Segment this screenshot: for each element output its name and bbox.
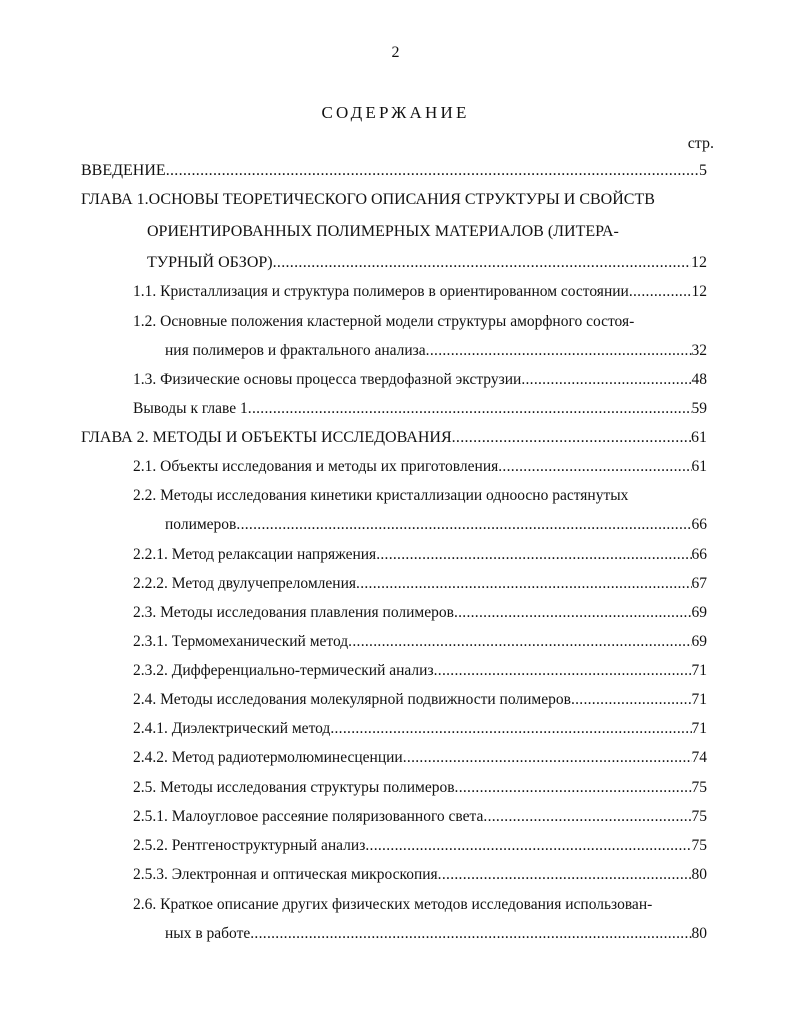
toc-entry-title: ГЛАВА 1.ОСНОВЫ ТЕОРЕТИЧЕСКОГО ОПИСАНИЯ СТРУКТУРЫ И СВОЙСТВ	[81, 191, 655, 208]
toc-entry-title: ТУРНЫЙ ОБЗОР)	[147, 254, 273, 271]
toc-entry-page: 71	[691, 691, 707, 708]
toc-leader-dots	[236, 515, 691, 535]
toc-entry-1-2-line-1[interactable]	[133, 312, 707, 332]
toc-entry-title: 2.3.1. Термомеханический метод	[133, 633, 349, 650]
page-title: СОДЕРЖАНИЕ	[321, 103, 470, 122]
toc-entry-chapter-2[interactable]	[81, 428, 707, 448]
page-column-label: стр.	[687, 135, 714, 152]
toc-entry-page: 71	[691, 662, 707, 679]
toc-entry-page: 66	[691, 546, 707, 563]
toc-entry-title: 1.3. Физические основы процесса твердофазной экструзии	[133, 371, 522, 388]
toc-entry-chapter-1-line-3[interactable]	[147, 253, 707, 273]
toc-entry-2-2-line-1[interactable]	[133, 486, 707, 506]
toc-entry-page: 71	[691, 720, 707, 737]
toc-entry-page: 69	[691, 633, 707, 650]
toc-entry-chapter-1-line-1[interactable]	[81, 190, 707, 210]
toc-leader-dots	[166, 161, 699, 181]
toc-leader-dots	[454, 603, 692, 623]
toc-entry-title: 2.2.1. Метод релаксации напряжения	[133, 546, 377, 563]
toc-entry-intro[interactable]	[81, 161, 707, 181]
toc-entry-title: полимеров	[165, 516, 237, 533]
toc-leader-dots	[426, 341, 692, 361]
toc-entry-page: 66	[691, 516, 707, 533]
toc-entry-2-5-3[interactable]	[133, 865, 707, 885]
toc-entry-page: 12	[691, 283, 707, 300]
toc-leader-dots	[356, 574, 691, 594]
toc-leader-dots	[330, 719, 691, 739]
toc-entry-2-4[interactable]	[133, 690, 707, 710]
toc-entry-title: 2.1. Объекты исследования и методы их приготовления	[133, 458, 499, 475]
page-number: 2	[391, 44, 400, 61]
toc-entry-2-2-2[interactable]	[133, 574, 707, 594]
toc-entry-page: 74	[691, 749, 707, 766]
toc-entry-title: Выводы к главе 1	[133, 400, 248, 417]
toc-entry-title: 2.5.1. Малоугловое рассеяние поляризованного света	[133, 808, 484, 825]
toc-entry-2-2-1[interactable]	[133, 545, 707, 565]
toc-entry-page: 80	[691, 925, 707, 942]
toc-entry-title: ГЛАВА 2. МЕТОДЫ И ОБЪЕКТЫ ИССЛЕДОВАНИЯ	[81, 429, 452, 446]
toc-entry-title: 2.5. Методы исследования структуры полимеров	[133, 779, 455, 796]
toc-entry-1-1[interactable]	[133, 282, 707, 302]
toc-entry-title: 2.2.2. Метод двулучепреломления	[133, 575, 357, 592]
toc-entry-page: 75	[691, 779, 707, 796]
toc-entry-page: 48	[691, 371, 707, 388]
toc-leader-dots	[248, 399, 692, 419]
toc-leader-dots	[250, 924, 691, 944]
toc-entry-title: 2.5.2. Рентгеноструктурный анализ	[133, 837, 366, 854]
toc-entry-2-1[interactable]	[133, 457, 707, 477]
toc-entry-2-3[interactable]	[133, 603, 707, 623]
toc-entry-2-4-1[interactable]	[133, 719, 707, 739]
toc-entry-title: 2.5.3. Электронная и оптическая микроскопия	[133, 866, 438, 883]
toc-entry-title: ОРИЕНТИРОВАННЫХ ПОЛИМЕРНЫХ МАТЕРИАЛОВ (ЛИТЕРА-	[147, 223, 619, 240]
toc-leader-dots	[273, 253, 691, 273]
toc-entry-2-2-line-2[interactable]	[165, 515, 707, 535]
toc-entry-title: 2.3. Методы исследования плавления полимеров	[133, 604, 454, 621]
toc-entry-title: 2.4.2. Метод радиотермолюминесценции	[133, 749, 403, 766]
toc-entry-page: 80	[691, 866, 707, 883]
toc-entry-1-2-line-2[interactable]	[165, 341, 707, 361]
toc-entry-title: 2.6. Краткое описание других физических методов исследования использован-	[133, 896, 653, 913]
toc-leader-dots	[498, 457, 691, 477]
toc-leader-dots	[483, 807, 691, 827]
toc-leader-dots	[571, 690, 692, 710]
toc-leader-dots	[521, 370, 691, 390]
toc-entry-2-6-line-1[interactable]	[133, 895, 707, 915]
toc-leader-dots	[376, 545, 691, 565]
toc-entry-title: 1.2. Основные положения кластерной модели структуры аморфного состоя-	[133, 313, 635, 330]
toc-leader-dots	[629, 282, 692, 302]
toc-entry-2-3-2[interactable]	[133, 661, 707, 681]
toc-entry-page: 12	[691, 254, 707, 271]
toc-entry-1-3[interactable]	[133, 370, 707, 390]
toc-entry-page: 5	[699, 162, 707, 179]
toc-entry-title: ВВЕДЕНИЕ	[81, 162, 166, 179]
toc-leader-dots	[455, 778, 692, 798]
toc-entry-page: 32	[691, 342, 707, 359]
toc-entry-title: 2.4.1. Диэлектрический метод	[133, 720, 331, 737]
toc-leader-dots	[438, 865, 692, 885]
toc-entry-2-4-2[interactable]	[133, 748, 707, 768]
toc-entry-title: ния полимеров и фрактального анализа	[165, 342, 426, 359]
toc-entry-chapter-1-conclusions[interactable]	[133, 399, 707, 419]
toc-leader-dots	[365, 836, 691, 856]
toc-entry-page: 59	[691, 400, 707, 417]
toc-entry-page: 61	[691, 429, 707, 446]
toc-entry-2-5-2[interactable]	[133, 836, 707, 856]
toc-entry-2-5[interactable]	[133, 778, 707, 798]
toc-entry-title: 2.2. Методы исследования кинетики кристаллизации одноосно растянутых	[133, 487, 629, 504]
toc-leader-dots	[434, 661, 692, 681]
toc-entry-page: 67	[691, 575, 707, 592]
toc-entry-page: 61	[691, 458, 707, 475]
toc-entry-title: ных в работе	[165, 925, 251, 942]
toc-entry-title: 1.1. Кристаллизация и структура полимеров в ориентированном состоянии	[133, 283, 629, 300]
toc-leader-dots	[348, 632, 691, 652]
toc-entry-2-6-line-2[interactable]	[165, 924, 707, 944]
toc-entry-page: 69	[691, 604, 707, 621]
toc-entry-2-3-1[interactable]	[133, 632, 707, 652]
toc-leader-dots	[403, 748, 692, 768]
toc-entry-2-5-1[interactable]	[133, 807, 707, 827]
toc-entry-page: 75	[691, 808, 707, 825]
toc-entry-title: 2.4. Методы исследования молекулярной подвижности полимеров	[133, 691, 571, 708]
toc-entry-page: 75	[691, 837, 707, 854]
toc-entry-chapter-1-line-2[interactable]	[147, 222, 707, 242]
toc-leader-dots	[452, 428, 691, 448]
toc-entry-title: 2.3.2. Дифференциально-термический анализ	[133, 662, 434, 679]
